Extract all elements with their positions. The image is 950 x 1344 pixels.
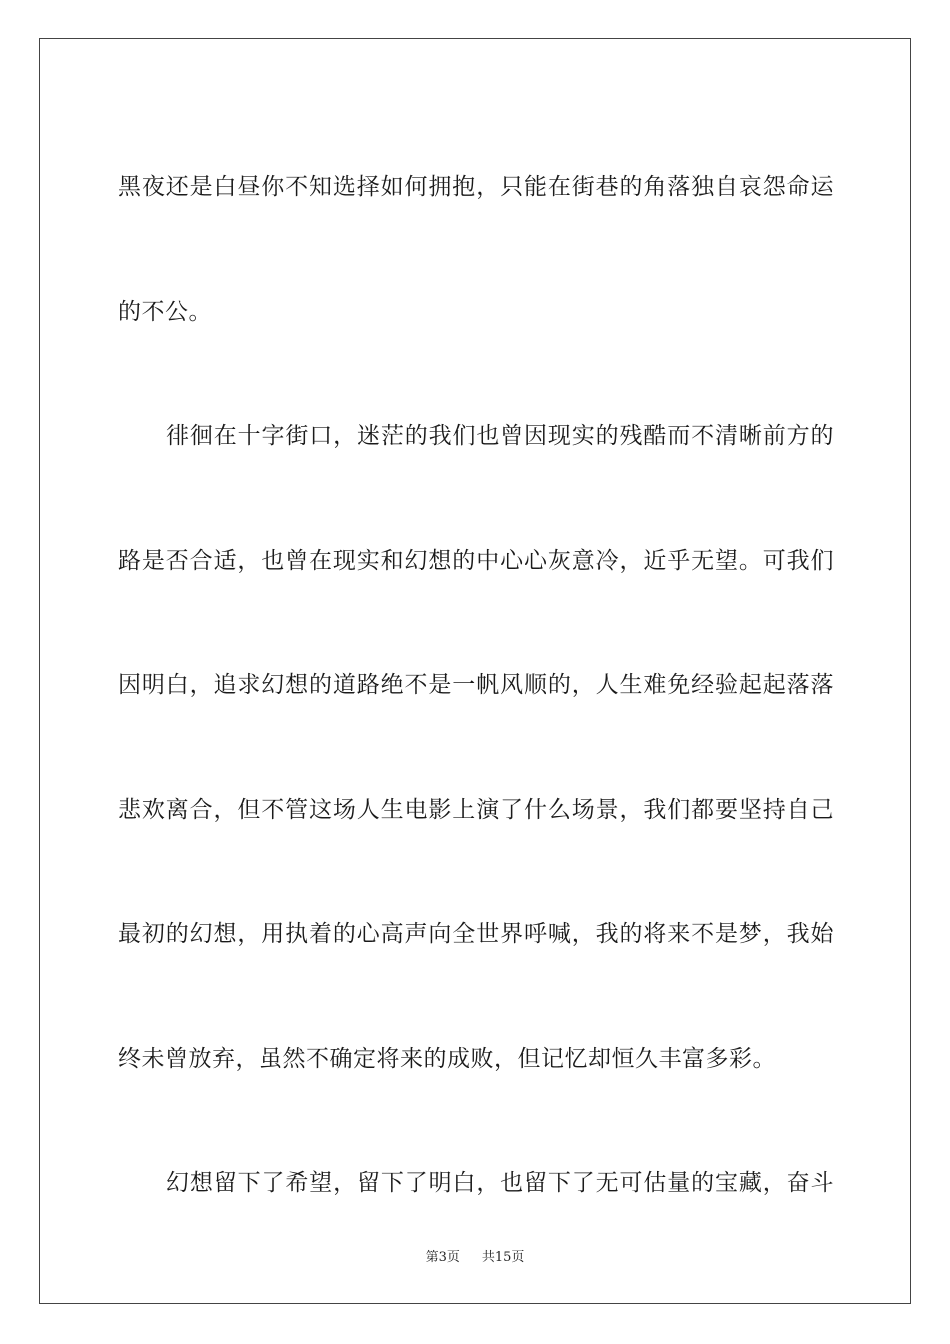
page-number: 第3页 [425,1250,460,1265]
page-frame [39,38,911,1304]
document-body [118,125,834,1246]
text-line-9: 幻想留下了希望，留下了明白，也留下了无可估量的宝藏，奋斗 [166,1170,834,1196]
text-line-1: 黑夜还是白昼你不知选择如何拥抱，只能在街巷的角落独自哀怨命运 [118,174,834,200]
text-line-3: 徘徊在十字街口，迷茫的我们也曾因现实的残酷而不清晰前方的 [166,423,834,449]
text-line-7: 最初的幻想，用执着的心高声向全世界呼喊，我的将来不是梦，我始 [118,921,834,947]
text-line-6: 悲欢离合，但不管这场人生电影上演了什么场景，我们都要坚持自己 [118,796,834,823]
text-line-2: 的不公。 [118,298,212,325]
text-line-8: 终未曾放弃，虽然不确定将来的成败，但记忆却恒久丰富多彩。 [118,1045,776,1072]
page-total: 共15页 [481,1250,525,1265]
page-footer [40,1246,910,1265]
text-line-5: 因明白，追求幻想的道路绝不是一帆风顺的，人生难免经验起起落落 [118,672,834,698]
text-line-4: 路是否合适，也曾在现实和幻想的中心心灰意冷，近乎无望。可我们 [118,547,834,574]
